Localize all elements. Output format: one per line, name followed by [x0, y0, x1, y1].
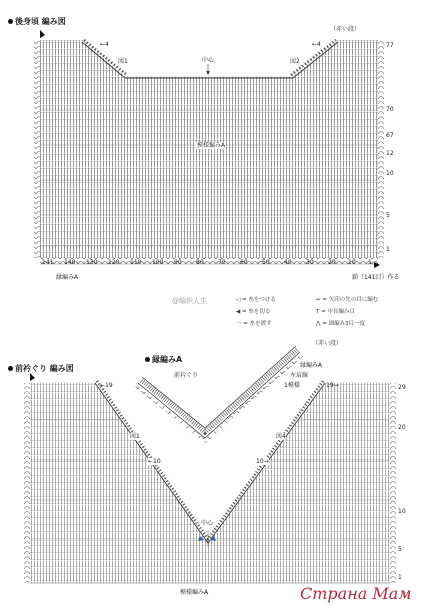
front-panel-grid	[30, 383, 390, 583]
back-count: 70	[218, 259, 226, 266]
front-row-mark: 1	[398, 574, 402, 581]
legend-item: ⋀ = 細編み3目一度	[316, 321, 366, 327]
back-fig1-label: 図1	[118, 58, 128, 65]
legend-item: 〜 = 糸を渡す	[236, 321, 272, 327]
bullet-icon	[145, 357, 150, 362]
back-row-mark: 5	[386, 212, 390, 219]
back-count: 141	[42, 259, 54, 266]
bullet-icon	[8, 366, 13, 371]
back-neck-count-right: ←4	[312, 41, 321, 48]
legend-item: ↩ = 矢印の先の目に編む	[316, 297, 379, 303]
back-count: 10	[348, 259, 356, 266]
back-count: 60	[240, 259, 248, 266]
back-right-note: （赤い段）	[330, 26, 361, 33]
bullet-icon	[8, 19, 13, 24]
front-top-count-right: 19→	[326, 382, 339, 389]
edging-title: 縁編みA	[145, 354, 182, 365]
edging-label-repeat: 1模様	[284, 382, 300, 389]
front-right-count: 10→	[256, 458, 269, 465]
back-row-mark: 70	[386, 106, 394, 113]
back-count: 20	[328, 259, 336, 266]
back-title: 後身頃 編み図	[8, 16, 66, 27]
edging-label-front: 前衿ぐり	[174, 372, 199, 379]
legend-item: ◁ = 糸をつける	[236, 297, 276, 303]
front-pattern-label: 模様編みA	[180, 589, 209, 596]
back-neck-count-left: ←4	[100, 41, 109, 48]
watermark: @编织人生	[172, 297, 207, 305]
back-count: 30	[306, 259, 314, 266]
back-row-mark: 1	[386, 246, 390, 253]
back-row-mark: 67	[386, 132, 394, 139]
legend-item: T = 中長編み目	[316, 309, 355, 315]
back-count: 100	[152, 259, 164, 266]
legend-item: ◀ = 糸を切る	[236, 309, 271, 315]
back-row-mark: 12	[386, 150, 394, 157]
front-row-mark: 10	[398, 508, 406, 515]
front-center-label: 中心	[201, 520, 214, 527]
site-watermark-stamp: Страна Мам	[300, 584, 412, 603]
front-title: 前衿ぐり 編み図	[8, 363, 74, 374]
back-count: 120	[108, 259, 120, 266]
edging-label-a: 縁編みA	[300, 362, 323, 369]
back-count: 40	[284, 259, 292, 266]
front-left-count: ←10	[148, 458, 161, 465]
back-count: 1	[368, 259, 372, 266]
back-fig2-label: 図2	[290, 58, 300, 65]
front-row-mark: 20	[398, 424, 406, 431]
back-count: 50	[262, 259, 270, 266]
front-row-mark: 5	[398, 546, 402, 553]
back-edge-label: 縁編みA	[56, 274, 79, 281]
front-row-mark: 29	[398, 384, 406, 391]
edging-label-note: （赤い段）	[312, 340, 343, 347]
back-start-label: 鎖（141目）作る	[352, 274, 400, 281]
back-row-mark: 77	[386, 42, 394, 49]
back-count: 90	[174, 259, 182, 266]
edging-label-shoulder: 左肩線	[290, 372, 309, 379]
back-row-mark: 10	[386, 170, 394, 177]
front-top-count-left: ←19	[100, 382, 113, 389]
back-count: 130	[86, 259, 98, 266]
back-count: 80	[196, 259, 204, 266]
front-fig1-label: 図1	[130, 433, 140, 440]
back-center-label: 中心	[202, 57, 215, 64]
back-count: 140	[64, 259, 76, 266]
back-pattern-label: 模様編みA	[197, 142, 226, 149]
front-fig4-label: 図4	[276, 433, 286, 440]
back-count: 110	[130, 259, 142, 266]
